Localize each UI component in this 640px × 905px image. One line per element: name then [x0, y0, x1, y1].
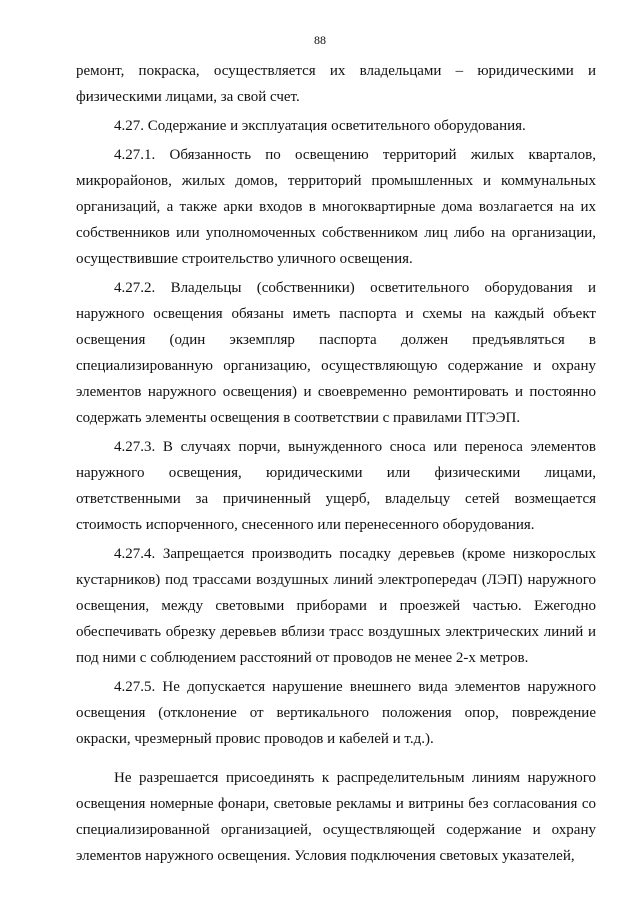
body-text	[76, 58, 596, 869]
paragraph-4-27-3: 4.27.3. В случаях порчи, вынужденного сноса или переноса элементов наружного освещения, юридическими или физическими лицами, ответственными за причиненный ущерб, владельцу сетей возмещается стоимость испорченного, снесенного или перенесенного оборудования.	[76, 439, 596, 533]
page-number: 88	[314, 33, 326, 47]
paragraph-connection-rules: Не разрешается присоединять к распределительным линиям наружного освещения номерные фонари, световые рекламы и витрины без согласования со специализированной организацией, осуществляющей содержание и охрану элементов наружного освещения. Условия подключения световых указателей,	[76, 770, 596, 864]
paragraph-continuation: ремонт, покраска, осуществляется их владельцами – юридическими и физическими лицами, за свой счет.	[76, 63, 596, 105]
paragraph-4-27-1: 4.27.1. Обязанность по освещению территорий жилых кварталов, микрорайонов, жилых домов, территорий промышленных и коммунальных организаций, а также арки входов в многоквартирные дома возлагается на их собственников или уполномоченных собственником лиц либо на организации, осуществившие строительство уличного освещения.	[76, 147, 596, 267]
section-heading-4-27: 4.27. Содержание и эксплуатация осветительного оборудования.	[114, 118, 526, 134]
paragraph-4-27-2: 4.27.2. Владельцы (собственники) осветительного оборудования и наружного освещения обязаны иметь паспорта и схемы на каждый объект освещения (один экземпляр паспорта должен предъявляться в специализированную организацию, осуществляющую содержание и охрану элементов наружного освещения) и своевременно ремонтировать и постоянно содержать элементы освещения в соответствии с правилами ПТЭЭП.	[76, 280, 596, 426]
paragraph-4-27-5: 4.27.5. Не допускается нарушение внешнего вида элементов наружного освещения (отклонение от вертикального положения опор, повреждение окраски, чрезмерный провис проводов и кабелей и т.д.).	[76, 679, 596, 747]
paragraph-4-27-4: 4.27.4. Запрещается производить посадку деревьев (кроме низкорослых кустарников) под трассами воздушных линий электропередач (ЛЭП) наружного освещения, между световыми приборами и проезжей частью. Ежегодно обеспечивать обрезку деревьев вблизи трасс воздушных электрических линий и под ними с соблюдением расстояний от проводов не менее 2-х метров.	[76, 546, 596, 666]
